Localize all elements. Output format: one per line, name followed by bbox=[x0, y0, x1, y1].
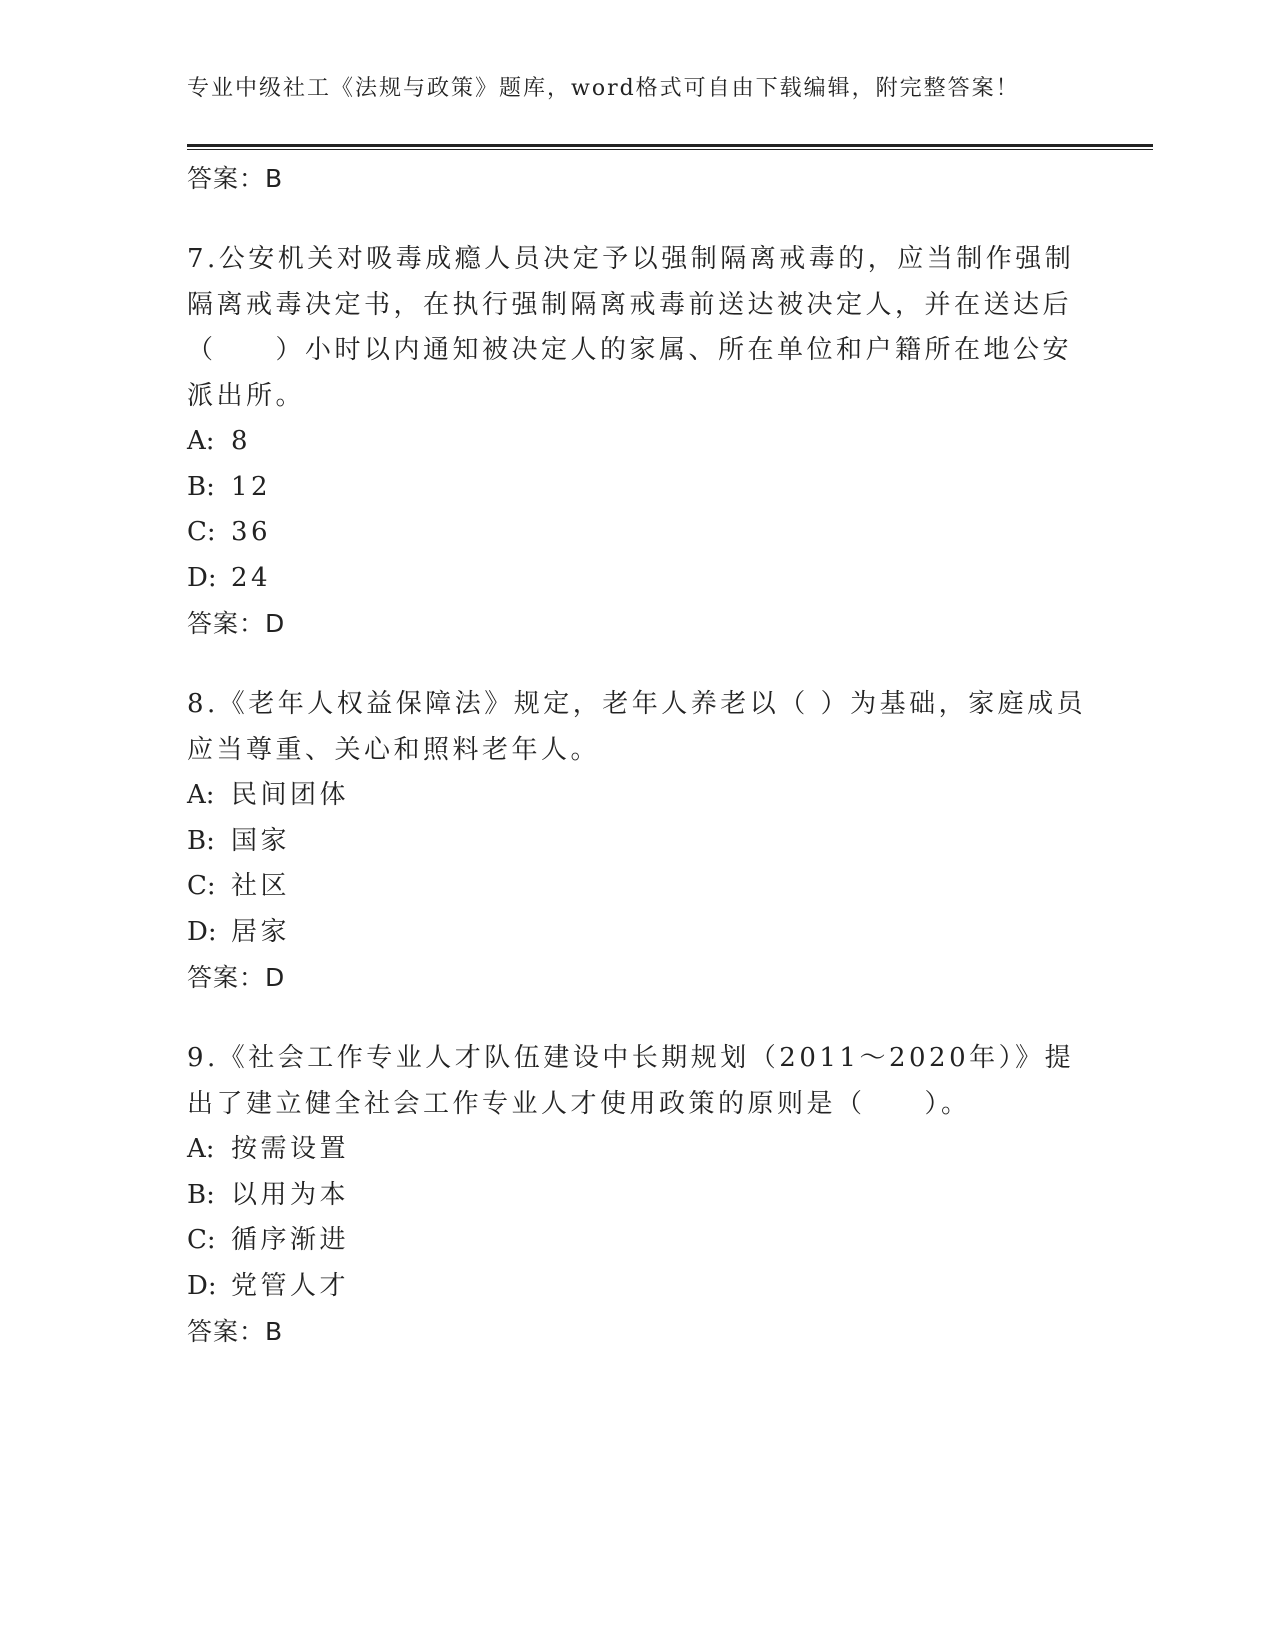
option-d bbox=[187, 556, 1087, 602]
option-letter: A: bbox=[187, 426, 215, 456]
option-c bbox=[187, 510, 1087, 556]
option-letter: C: bbox=[187, 871, 216, 901]
option-d bbox=[187, 910, 1087, 956]
option-letter: D: bbox=[187, 916, 217, 947]
option-text: 党管人才 bbox=[231, 1270, 350, 1301]
option-a bbox=[187, 1127, 1087, 1173]
option-a bbox=[187, 773, 1087, 819]
option-letter: A: bbox=[187, 780, 215, 810]
option-letter: B: bbox=[187, 471, 215, 502]
option-d bbox=[187, 1264, 1087, 1310]
option-letter: B: bbox=[187, 825, 215, 856]
option-letter: B: bbox=[187, 1179, 215, 1210]
option-text: 国家 bbox=[231, 825, 291, 856]
option-text: 12 bbox=[231, 471, 272, 502]
header-divider-thin bbox=[187, 149, 1153, 150]
option-b bbox=[187, 465, 1087, 511]
previous-answer: 答案：B bbox=[187, 164, 284, 193]
answer-line: 答案：D bbox=[187, 963, 286, 992]
option-letter: D: bbox=[187, 562, 217, 593]
option-letter: D: bbox=[187, 1270, 217, 1301]
option-text: 按需设置 bbox=[231, 1134, 350, 1164]
option-c bbox=[187, 864, 1087, 910]
answer-line: 答案：D bbox=[187, 609, 286, 638]
question-item bbox=[187, 237, 1087, 646]
option-c bbox=[187, 1218, 1087, 1264]
question-text: 9.《社会工作专业人才队伍建设中长期规划（2011～2020年）》提出了建立健全社会工作专业人才使用政策的原则是（ ）。 bbox=[187, 1043, 1075, 1119]
option-b bbox=[187, 1173, 1087, 1219]
option-text: 24 bbox=[231, 562, 272, 593]
option-letter: A: bbox=[187, 1134, 215, 1164]
option-letter: C: bbox=[187, 517, 216, 547]
question-item bbox=[187, 682, 1087, 1000]
option-text: 8 bbox=[231, 426, 252, 456]
option-text: 民间团体 bbox=[231, 780, 350, 810]
option-letter: C: bbox=[187, 1225, 216, 1255]
option-text: 循序渐进 bbox=[231, 1225, 350, 1255]
option-text: 以用为本 bbox=[231, 1179, 350, 1210]
question-item bbox=[187, 1036, 1087, 1354]
answer-line: 答案：B bbox=[187, 1317, 284, 1346]
option-text: 居家 bbox=[231, 916, 291, 947]
header-divider bbox=[187, 144, 1153, 150]
question-text: 8.《老年人权益保障法》规定，老年人养老以（ ）为基础，家庭成员应当尊重、关心和照料老年人。 bbox=[187, 689, 1087, 765]
option-text: 36 bbox=[231, 517, 272, 547]
option-text: 社区 bbox=[231, 871, 291, 901]
option-b bbox=[187, 819, 1087, 865]
question-list bbox=[187, 156, 1087, 1390]
page-header: 专业中级社工《法规与政策》题库，word格式可自由下载编辑，附完整答案！ bbox=[187, 76, 1020, 101]
question-text: 7.公安机关对吸毒成瘾人员决定予以强制隔离戒毒的，应当制作强制隔离戒毒决定书，在执行强制隔离戒毒前送达被决定人，并在送达后（ ）小时以内通知被决定人的家属、所在单位和户籍所在地公安派出所。 bbox=[187, 244, 1075, 411]
header-divider-thick bbox=[187, 144, 1153, 147]
option-a bbox=[187, 419, 1087, 465]
